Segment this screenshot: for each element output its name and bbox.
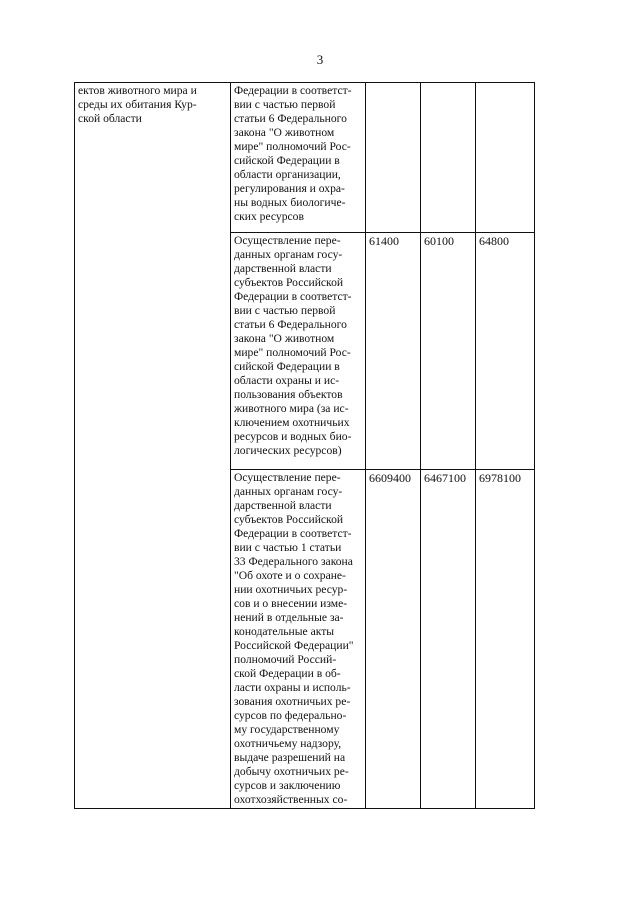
value-cell-year2	[421, 83, 476, 233]
powers-description-cell: Федерации в соответст- вии с частью первой статьи 6 Федерального закона "О животном мире" полномочий Рос- сийской Федерации в области организации, регулирования и охра- ны водных биологиче- ских ресурсов	[231, 83, 366, 233]
recipient-cell: ектов животного мира и среды их обитания Кур- ской области	[75, 83, 231, 809]
value-cell-year2: 60100	[421, 233, 476, 470]
powers-description-cell: Осуществление пере- данных органам госу- дарственной власти субъектов Российской Федерации в соответст- вии с частью первой статьи 6 Федерального закона "О животном мире" полномочий Рос- сийской Федерации в области охраны и ис- пользования объектов животного мира (за ис- ключением охотничьих ресурсов и водных био- логических ресурсов)	[231, 233, 366, 470]
value-cell-year3: 64800	[476, 233, 535, 470]
value-cell-year3: 6978100	[476, 470, 535, 809]
value-cell-year1	[366, 83, 421, 233]
powers-description-cell: Осуществление пере- данных органам госу- дарственной власти субъектов Российской Федерации в соответст- вии с частью 1 статьи 33 Федерального закона "Об охоте и о сохране- нии охотничьих ресур- сов и о внесении изме- нений в отдельные за- конодательные акты Российской Федерации" полномочий Россий- ской Федерации в об- ласти охраны и исполь- зования охотничьих ре- сурсов по федерально- му государственному охотничьему надзору, выдаче разрешений на добычу охотничьих ре- сурсов и заключению охотхозяйственных со-	[231, 470, 366, 809]
table-row	[75, 83, 535, 233]
page-number: 3	[316, 52, 324, 67]
value-cell-year1: 61400	[366, 233, 421, 470]
value-cell-year2: 6467100	[421, 470, 476, 809]
budget-table	[74, 82, 535, 809]
value-cell-year3	[476, 83, 535, 233]
value-cell-year1: 6609400	[366, 470, 421, 809]
